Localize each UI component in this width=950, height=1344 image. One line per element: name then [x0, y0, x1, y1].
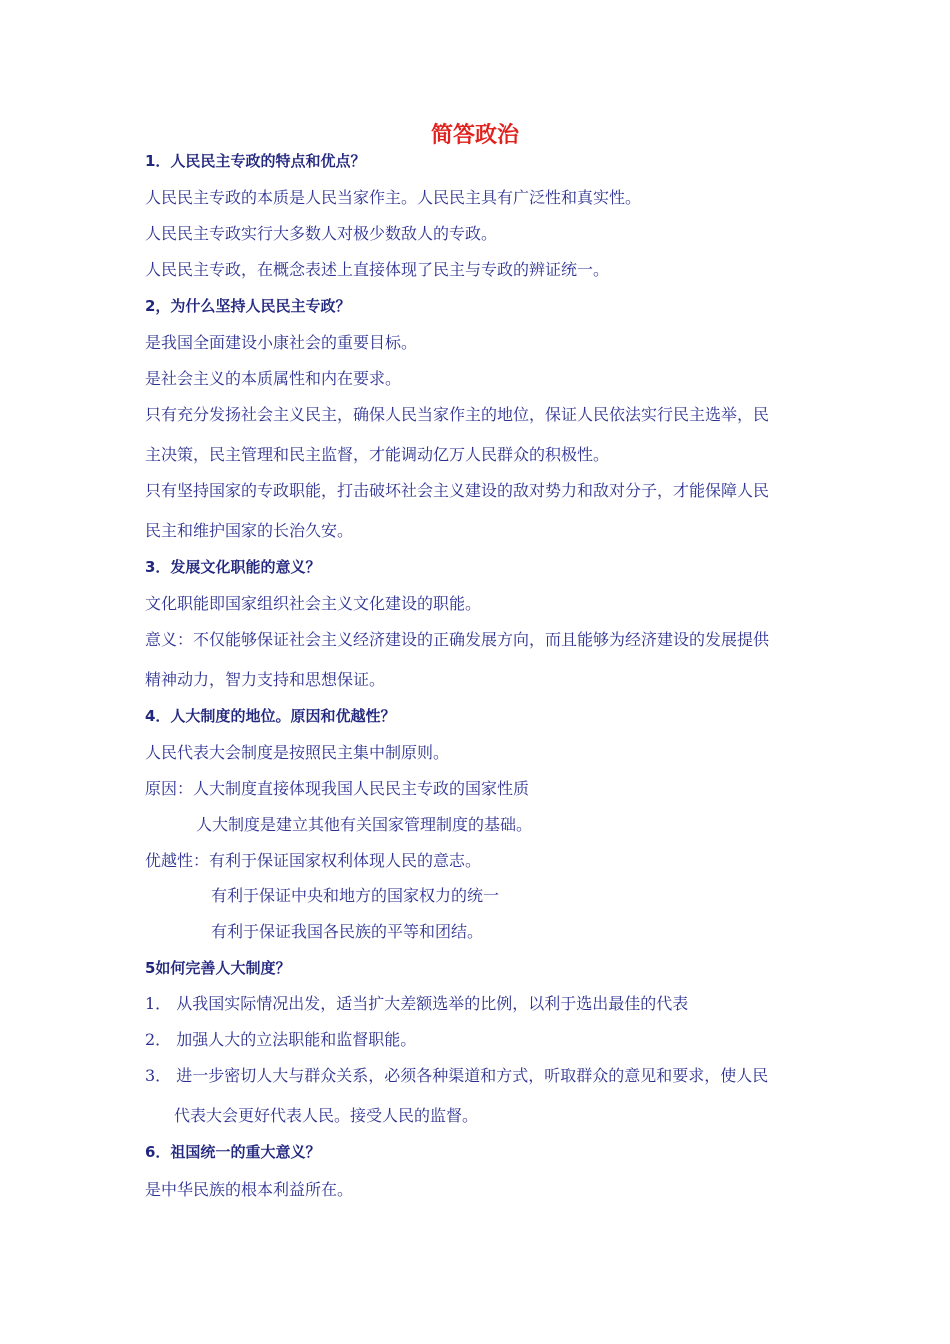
list-item: 2． 加强人大的立法职能和监督职能。 — [145, 1030, 417, 1049]
question-heading-3: 3．发展文化职能的意义？ — [145, 558, 321, 576]
paragraph-line: 是我国全面建设小康社会的重要目标。 — [145, 333, 418, 352]
paragraph-line: 只有充分发扬社会主义民主，确保人民当家作主的地位，保证人民依法实行民主选举，民 — [145, 405, 770, 424]
question-heading-5: 5如何完善人大制度？ — [145, 959, 291, 977]
paragraph-line: 只有坚持国家的专政职能，打击破坏社会主义建设的敌对势力和敌对分子，才能保障人民 — [145, 481, 770, 500]
list-item: 1． 从我国实际情况出发，适当扩大差额选举的比例，以利于选出最佳的代表 — [145, 994, 689, 1013]
paragraph-line: 文化职能即国家组织社会主义文化建设的职能。 — [145, 594, 482, 613]
paragraph-line: 人民代表大会制度是按照民主集中制原则。 — [145, 743, 450, 762]
paragraph-line: 人民民主专政实行大多数人对极少数敌人的专政。 — [145, 224, 498, 243]
paragraph-line-indented: 人大制度是建立其他有关国家管理制度的基础。 — [196, 815, 533, 834]
paragraph-line: 优越性：有利于保证国家权利体现人民的意志。 — [145, 851, 482, 870]
paragraph-line: 人民民主专政的本质是人民当家作主。人民民主具有广泛性和真实性。 — [145, 188, 642, 207]
question-heading-1: 1．人民民主专政的特点和优点？ — [145, 152, 366, 170]
page-title: 简答政治 — [430, 123, 519, 148]
question-heading-6: 6．祖国统一的重大意义？ — [145, 1143, 321, 1161]
paragraph-line: 主决策，民主管理和民主监督，才能调动亿万人民群众的积极性。 — [145, 445, 610, 464]
paragraph-line-indented: 有利于保证我国各民族的平等和团结。 — [211, 922, 484, 941]
paragraph-line: 人民民主专政，在概念表述上直接体现了民主与专政的辨证统一。 — [145, 260, 610, 279]
paragraph-line-indented: 有利于保证中央和地方的国家权力的统一 — [211, 886, 500, 905]
list-item-continuation: 代表大会更好代表人民。接受人民的监督。 — [174, 1106, 479, 1125]
list-item: 3． 进一步密切人大与群众关系，必须各种渠道和方式，听取群众的意见和要求，使人民 — [145, 1066, 769, 1085]
paragraph-line: 是中华民族的根本利益所在。 — [145, 1180, 354, 1199]
paragraph-line: 民主和维护国家的长治久安。 — [145, 521, 354, 540]
question-heading-2: 2，为什么坚持人民民主专政？ — [145, 297, 351, 315]
paragraph-line: 精神动力，智力支持和思想保证。 — [145, 670, 386, 689]
paragraph-line: 意义：不仅能够保证社会主义经济建设的正确发展方向，而且能够为经济建设的发展提供 — [145, 630, 770, 649]
question-heading-4: 4．人大制度的地位。原因和优越性？ — [145, 707, 396, 725]
paragraph-line: 是社会主义的本质属性和内在要求。 — [145, 369, 402, 388]
paragraph-line: 原因：人大制度直接体现我国人民民主专政的国家性质 — [145, 779, 530, 798]
